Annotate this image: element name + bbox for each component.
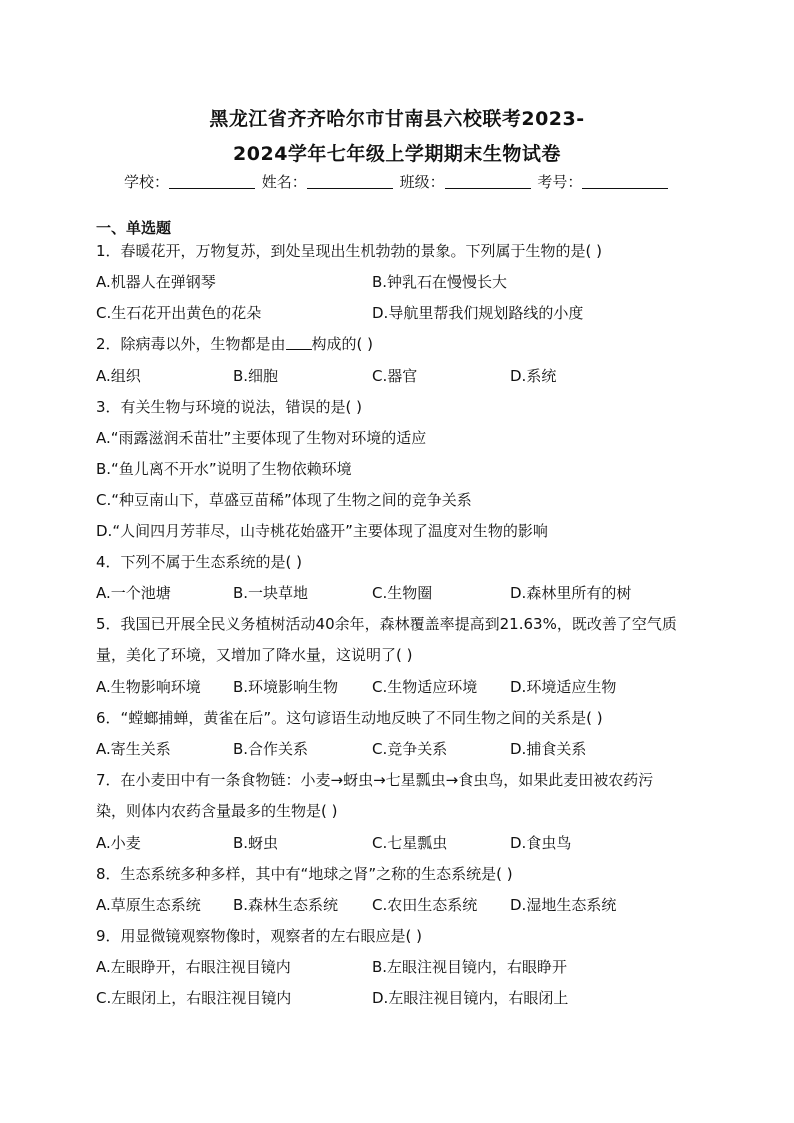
q9-option-b[interactable]: B.左眼注视目镜内，右眼睁开 — [372, 958, 568, 976]
name-label: 姓名： — [261, 173, 307, 191]
q6-option-c[interactable]: C.竞争关系 — [372, 740, 448, 758]
class-blank[interactable] — [445, 174, 531, 189]
q2-fill-blank — [286, 337, 312, 350]
exam-no-label: 考号： — [537, 173, 583, 191]
section-title: 一、单选题 — [96, 219, 172, 237]
question-2 — [96, 333, 373, 354]
q8-option-c[interactable]: C.农田生态系统 — [372, 896, 478, 914]
school-blank[interactable] — [169, 174, 255, 189]
q2-option-c[interactable]: C.器官 — [372, 367, 418, 385]
q7-option-b[interactable]: B.蚜虫 — [233, 834, 279, 852]
q6-option-d[interactable]: D.捕食关系 — [510, 740, 587, 758]
q2-option-a[interactable]: A.组织 — [96, 367, 141, 385]
q3-option-b[interactable]: B.“鱼儿离不开水”说明了生物依赖环境 — [96, 460, 352, 478]
q2-text-after: 构成的( ) — [311, 335, 374, 353]
q8-option-d[interactable]: D.湿地生态系统 — [510, 896, 617, 914]
q8-option-b[interactable]: B.森林生态系统 — [233, 896, 339, 914]
q5-option-b[interactable]: B.环境影响生物 — [233, 678, 339, 696]
q4-option-a[interactable]: A.一个池塘 — [96, 584, 171, 602]
q7-option-a[interactable]: A.小麦 — [96, 834, 141, 852]
q5-option-d[interactable]: D.环境适应生物 — [510, 678, 617, 696]
class-label: 班级： — [399, 173, 445, 191]
question-5-line1: 5．我国已开展全民义务植树活动40余年，森林覆盖率提高到21.63%，既改善了空气质 — [96, 615, 677, 633]
q9-option-c[interactable]: C.左眼闭上，右眼注视目镜内 — [96, 989, 292, 1007]
q2-option-b[interactable]: B.细胞 — [233, 367, 279, 385]
question-5-line2: 量，美化了环境，又增加了降水量，这说明了( ) — [96, 646, 413, 664]
q3-option-d[interactable]: D.“人间四月芳菲尽，山寺桃花始盛开”主要体现了温度对生物的影响 — [96, 522, 548, 540]
q7-option-d[interactable]: D.食虫鸟 — [510, 834, 572, 852]
q2-option-d[interactable]: D.系统 — [510, 367, 557, 385]
q4-option-c[interactable]: C.生物圈 — [372, 584, 433, 602]
exam-no-blank[interactable] — [582, 174, 668, 189]
q1-option-a[interactable]: A.机器人在弹钢琴 — [96, 273, 216, 291]
q3-option-c[interactable]: C.“种豆南山下，草盛豆苗稀”体现了生物之间的竞争关系 — [96, 491, 472, 509]
exam-title-line1: 黑龙江省齐齐哈尔市甘南县六校联考2023- — [209, 108, 585, 130]
q1-option-c[interactable]: C.生石花开出黄色的花朵 — [96, 304, 262, 322]
question-7-line1: 7．在小麦田中有一条食物链：小麦→蚜虫→七星瓢虫→食虫鸟，如果此麦田被农药污 — [96, 771, 654, 789]
question-3: 3．有关生物与环境的说法，错误的是( ) — [96, 398, 363, 416]
q3-option-a[interactable]: A.“雨露滋润禾苗壮”主要体现了生物对环境的适应 — [96, 429, 427, 447]
q2-text-before: 2．除病毒以外，生物都是由 — [96, 335, 286, 353]
q7-option-c[interactable]: C.七星瓢虫 — [372, 834, 448, 852]
question-6: 6．“螳螂捕蝉，黄雀在后”。这句谚语生动地反映了不同生物之间的关系是( ) — [96, 709, 603, 727]
q4-option-d[interactable]: D.森林里所有的树 — [510, 584, 632, 602]
q1-option-b[interactable]: B.钟乳石在慢慢长大 — [372, 273, 508, 291]
question-7-line2: 染，则体内农药含量最多的生物是( ) — [96, 802, 338, 820]
question-9: 9．用显微镜观察物像时，观察者的左右眼应是( ) — [96, 927, 423, 945]
q1-option-d[interactable]: D.导航里帮我们规划路线的小度 — [372, 304, 584, 322]
question-1: 1．春暖花开，万物复苏，到处呈现出生机勃勃的景象。下列属于生物的是( ) — [96, 242, 603, 260]
q8-option-a[interactable]: A.草原生态系统 — [96, 896, 201, 914]
question-4: 4．下列不属于生态系统的是( ) — [96, 553, 303, 571]
q9-option-a[interactable]: A.左眼睁开，右眼注视目镜内 — [96, 958, 291, 976]
q6-option-a[interactable]: A.寄生关系 — [96, 740, 171, 758]
exam-title-line2: 2024学年七年级上学期期末生物试卷 — [233, 143, 561, 165]
q9-option-d[interactable]: D.左眼注视目镜内，右眼闭上 — [372, 989, 569, 1007]
q6-option-b[interactable]: B.合作关系 — [233, 740, 309, 758]
q5-option-a[interactable]: A.生物影响环境 — [96, 678, 201, 696]
school-label: 学校： — [124, 173, 170, 191]
q4-option-b[interactable]: B.一块草地 — [233, 584, 309, 602]
name-blank[interactable] — [307, 174, 393, 189]
student-info-row — [124, 171, 670, 192]
question-8: 8．生态系统多种多样，其中有“地球之肾”之称的生态系统是( ) — [96, 865, 513, 883]
q5-option-c[interactable]: C.生物适应环境 — [372, 678, 478, 696]
